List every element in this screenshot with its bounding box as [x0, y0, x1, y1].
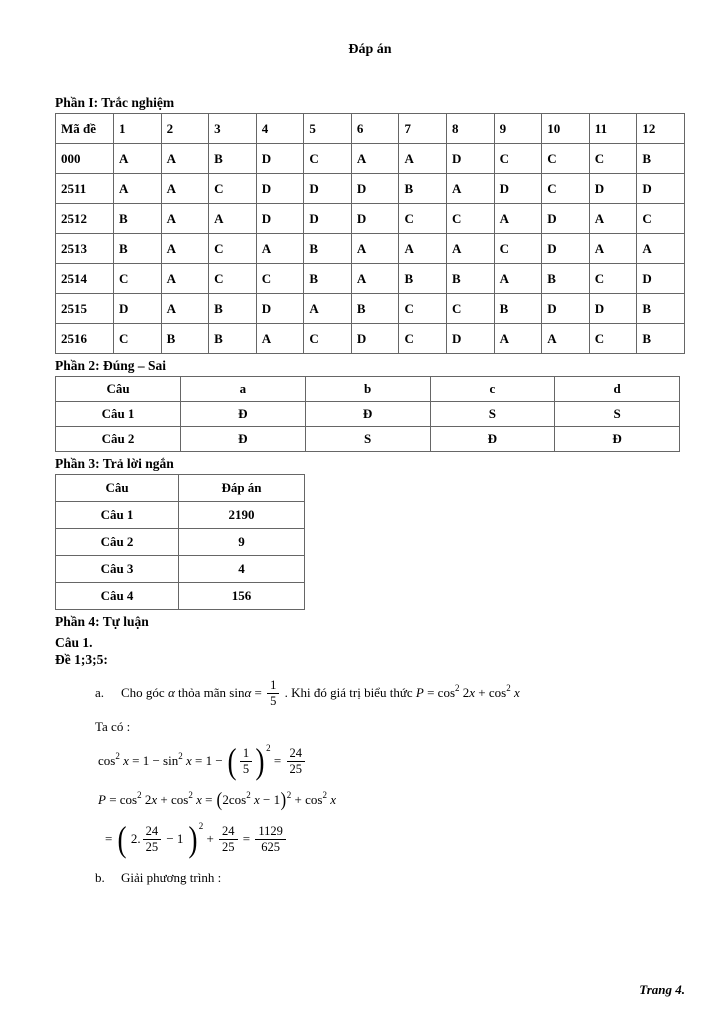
formula-cos-squared-identity: cos 2 x = 1 − sin 2 x = 1 − ( $\frac{1}{5}$ ) 2 = $\frac{24}{25}$ [55, 740, 685, 782]
table-cell: C [304, 144, 352, 174]
variable-x: x [182, 753, 192, 768]
exam-codes-label: Đề 1;3;5: [55, 652, 108, 667]
left-paren: ( [117, 819, 127, 859]
table-cell: A [351, 264, 399, 294]
table-cell: 2516 [56, 324, 114, 354]
table-cell: C [589, 264, 637, 294]
header-cell: 4 [256, 114, 304, 144]
table-row [56, 324, 685, 354]
table-cell: A [114, 144, 162, 174]
table-cell: 2512 [56, 204, 114, 234]
formula-P-expansion: P = cos 2 2 x + cos 2 x = ( 2cos 2 x − 1 ) 2 + cos 2 x [98, 789, 336, 811]
table-cell: 2514 [56, 264, 114, 294]
table-row [56, 144, 685, 174]
header-cell: 5 [304, 114, 352, 144]
table-cell: A [399, 234, 447, 264]
table-cell: Câu 2 [56, 427, 181, 452]
table-cell: C [399, 204, 447, 234]
table-cell: B [209, 294, 257, 324]
table-cell: 2190 [179, 502, 305, 529]
variable-x: x [469, 685, 476, 700]
table-cell: C [399, 294, 447, 324]
right-paren: ) [188, 819, 198, 859]
variable-x: x [250, 792, 260, 807]
table-cell: B [351, 294, 399, 324]
item-b-marker: b. [95, 870, 105, 885]
table-cell: A [637, 234, 685, 264]
header-cell: Câu [56, 475, 179, 502]
table-cell: A [161, 264, 209, 294]
header-cell: c [430, 377, 555, 402]
table-cell: B [637, 144, 685, 174]
table-cell: C [542, 144, 590, 174]
table-cell: A [589, 204, 637, 234]
table-row [56, 529, 305, 556]
table-cell: A [399, 144, 447, 174]
table-cell: Câu 1 [56, 502, 179, 529]
part1-multiple-choice-table [55, 113, 685, 354]
exponent: 2 [322, 790, 327, 800]
table-cell: D [637, 264, 685, 294]
variable-x: x [151, 792, 158, 807]
variable-x: x [119, 753, 129, 768]
table-cell: B [447, 264, 495, 294]
table-cell: C [589, 144, 637, 174]
exponent: 2 [137, 790, 142, 800]
part2-table-body [56, 377, 680, 452]
exponent: 2 [246, 790, 251, 800]
table-cell: C [209, 174, 257, 204]
part1-heading: Phần I: Trắc nghiệm [55, 95, 175, 110]
table-row [56, 174, 685, 204]
table-cell: 9 [179, 529, 305, 556]
table-cell: Đ [181, 402, 306, 427]
table-cell: B [304, 234, 352, 264]
table-header-row [56, 377, 680, 402]
header-cell: Mã đề [56, 114, 114, 144]
fraction-1-5: $\frac{1}{5}$ [267, 678, 279, 709]
page-number: Trang 4. [639, 982, 685, 997]
table-cell: C [447, 294, 495, 324]
fraction-24-25: $\frac{24}{25}$ [143, 824, 162, 855]
table-cell: C [399, 324, 447, 354]
table-cell: Câu 4 [56, 583, 179, 610]
table-cell: B [114, 204, 162, 234]
table-cell: A [161, 144, 209, 174]
table-cell: B [399, 174, 447, 204]
table-cell: Câu 3 [56, 556, 179, 583]
table-cell: A [161, 204, 209, 234]
part4-heading: Phần 4: Tự luận [55, 614, 149, 629]
header-cell: 3 [209, 114, 257, 144]
table-cell: B [399, 264, 447, 294]
table-cell: Đ [555, 427, 680, 452]
table-cell: S [430, 402, 555, 427]
table-cell: A [351, 234, 399, 264]
table-cell: A [161, 234, 209, 264]
part3-table-body [56, 475, 305, 610]
table-cell: Câu 2 [56, 529, 179, 556]
ta-co-label: Ta có : [95, 719, 131, 734]
table-cell: C [494, 144, 542, 174]
header-cell: 8 [447, 114, 495, 144]
item-a-marker: a. [95, 685, 105, 700]
exponent: 2 [506, 683, 511, 693]
item-b-statement [55, 870, 685, 886]
question-1-label: Câu 1. [55, 635, 93, 650]
table-cell: A [209, 204, 257, 234]
table-cell: A [494, 324, 542, 354]
header-cell: 2 [161, 114, 209, 144]
table-cell: C [114, 264, 162, 294]
table-cell: D [542, 294, 590, 324]
table-cell: 4 [179, 556, 305, 583]
exponent: 2 [286, 790, 292, 800]
exponent: 2 [266, 743, 271, 753]
table-cell: C [494, 234, 542, 264]
table-cell: B [114, 234, 162, 264]
header-cell: a [181, 377, 306, 402]
header-cell: 6 [351, 114, 399, 144]
table-cell: B [161, 324, 209, 354]
table-cell: A [351, 144, 399, 174]
right-paren: ) [280, 789, 287, 811]
right-paren: ) [255, 741, 265, 781]
variable-P: P [415, 685, 424, 700]
table-cell: B [209, 324, 257, 354]
header-cell: Câu [56, 377, 181, 402]
table-cell: C [209, 234, 257, 264]
fraction-1-5: $\frac{1}{5}$ [240, 746, 252, 777]
table-cell: 2515 [56, 294, 114, 324]
table-cell: B [209, 144, 257, 174]
table-cell: A [494, 264, 542, 294]
table-cell: B [494, 294, 542, 324]
table-cell: C [256, 264, 304, 294]
table-cell: A [114, 174, 162, 204]
table-cell: C [637, 204, 685, 234]
fraction-24-25: $\frac{24}{25}$ [219, 824, 238, 855]
left-paren: ( [227, 741, 237, 781]
item-b-text: Giải phương trình : [121, 870, 222, 885]
exponent: 2 [198, 821, 204, 831]
left-paren: ( [216, 789, 222, 811]
table-cell: A [494, 204, 542, 234]
table-cell: D [351, 324, 399, 354]
table-cell: 2511 [56, 174, 114, 204]
exponent: 2 [115, 751, 120, 761]
table-cell: C [542, 174, 590, 204]
table-row [56, 556, 305, 583]
table-cell: D [447, 144, 495, 174]
table-cell: A [447, 234, 495, 264]
header-cell: 9 [494, 114, 542, 144]
table-cell: A [589, 234, 637, 264]
part3-short-answer-table [55, 474, 305, 610]
table-cell: B [304, 264, 352, 294]
table-cell: 2513 [56, 234, 114, 264]
table-cell: A [161, 174, 209, 204]
variable-x: x [326, 792, 336, 807]
part3-heading: Phần 3: Trả lời ngắn [55, 456, 174, 471]
table-cell: D [256, 294, 304, 324]
header-cell: Đáp án [179, 475, 305, 502]
table-cell: S [555, 402, 680, 427]
table-row [56, 583, 305, 610]
table-row [56, 264, 685, 294]
item-a-statement: a. Cho góc α thỏa mãn sin α = $\frac{1}{5}$ . Khi đó giá trị biểu thức P = cos 2 2 x + cos 2 x [95, 677, 520, 708]
exponent: 2 [188, 790, 193, 800]
item-a-text: Cho góc [121, 685, 168, 700]
table-cell: B [637, 324, 685, 354]
header-cell: 11 [589, 114, 637, 144]
variable-x: x [192, 792, 202, 807]
formula-numeric-result: = ( 2. $\frac{24}{25}$ − 1 ) 2 + $\frac{24}{25}$ = $\frac{1129}{625}$ [55, 818, 685, 860]
table-cell: Câu 1 [56, 402, 181, 427]
fraction-24-25: $\frac{24}{25}$ [287, 746, 306, 777]
table-row [56, 427, 680, 452]
table-cell: B [637, 294, 685, 324]
table-cell: D [589, 294, 637, 324]
table-row [56, 204, 685, 234]
table-cell: D [542, 234, 590, 264]
table-cell: C [589, 324, 637, 354]
table-cell: C [209, 264, 257, 294]
header-cell: d [555, 377, 680, 402]
fraction-1129-625: $\frac{1129}{625}$ [255, 824, 286, 855]
table-cell: D [351, 204, 399, 234]
alpha-symbol: α [244, 685, 252, 700]
header-cell: 1 [114, 114, 162, 144]
table-cell: Đ [181, 427, 306, 452]
table-cell: Đ [305, 402, 430, 427]
table-header-row [56, 475, 305, 502]
table-row [56, 502, 305, 529]
table-cell: D [256, 204, 304, 234]
table-cell: B [542, 264, 590, 294]
table-cell: C [447, 204, 495, 234]
table-cell: S [305, 427, 430, 452]
exponent: 2 [178, 751, 183, 761]
table-cell: D [256, 144, 304, 174]
page-title: Đáp án [348, 42, 392, 57]
header-cell: 12 [637, 114, 685, 144]
table-cell: A [447, 174, 495, 204]
table-cell: A [542, 324, 590, 354]
part2-true-false-table [55, 376, 680, 452]
table-cell: A [161, 294, 209, 324]
part1-table-body [56, 114, 685, 354]
table-cell: D [114, 294, 162, 324]
header-cell: 7 [399, 114, 447, 144]
table-cell: A [256, 234, 304, 264]
header-cell: 10 [542, 114, 590, 144]
table-cell: A [304, 294, 352, 324]
header-cell: b [305, 377, 430, 402]
table-cell: A [256, 324, 304, 354]
table-cell: D [542, 204, 590, 234]
table-cell: D [256, 174, 304, 204]
exponent: 2 [455, 683, 460, 693]
table-row [56, 234, 685, 264]
table-cell: Đ [430, 427, 555, 452]
table-cell: D [589, 174, 637, 204]
table-cell: 156 [179, 583, 305, 610]
table-cell: C [304, 324, 352, 354]
table-cell: C [114, 324, 162, 354]
table-cell: D [637, 174, 685, 204]
table-cell: 000 [56, 144, 114, 174]
table-header-row [56, 114, 685, 144]
table-cell: D [494, 174, 542, 204]
table-cell: D [447, 324, 495, 354]
table-cell: D [351, 174, 399, 204]
table-row [56, 294, 685, 324]
table-row [56, 402, 680, 427]
variable-P: P [98, 792, 106, 807]
table-cell: D [304, 174, 352, 204]
part2-heading: Phần 2: Đúng – Sai [55, 358, 167, 373]
variable-x: x [510, 685, 520, 700]
alpha-symbol: α [167, 685, 175, 700]
table-cell: D [304, 204, 352, 234]
